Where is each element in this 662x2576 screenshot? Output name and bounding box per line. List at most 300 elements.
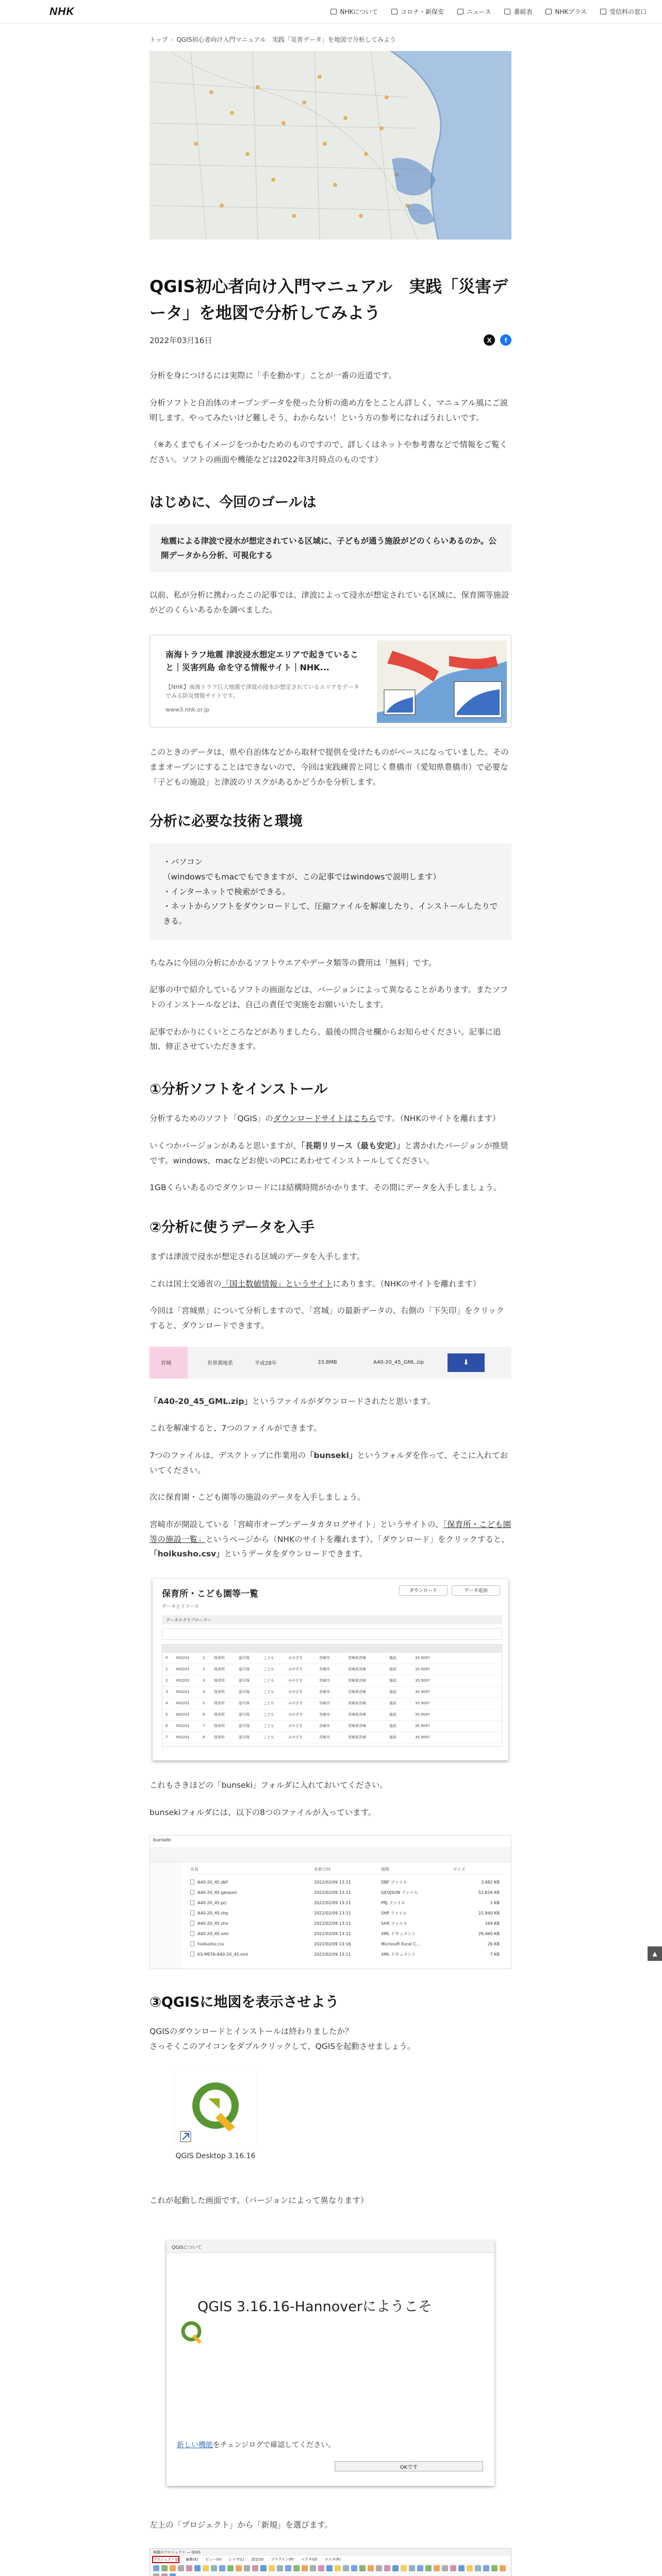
table-cell: 保育所: [214, 1679, 225, 1683]
qgis-welcome-screenshot: [167, 2241, 494, 2486]
x-share-icon[interactable]: X: [484, 334, 495, 346]
file-attr: SHX ファイル: [381, 1921, 407, 1926]
qgis-tool-icon[interactable]: [326, 2565, 333, 2571]
table-cell: 7: [203, 1724, 205, 1728]
table-cell: 施設: [389, 1656, 396, 1660]
file-name: KS-META-A40-20_45.xml: [197, 1952, 248, 1957]
link-card-map-image: [377, 640, 507, 723]
hoikusho-link[interactable]: 「保育所・こども園等の施設一覧」: [150, 1519, 511, 1544]
play-icon: [545, 9, 552, 14]
table-cell: 450201: [176, 1690, 190, 1694]
link-card-title: 南海トラフ地震 津波浸水想定エリアで起きていること｜災害列島 命を守る情報サイト｜NHK...: [166, 650, 359, 673]
site-header: [0, 0, 662, 24]
qgis-tool-icon[interactable]: [335, 2565, 341, 2571]
folder-file-row[interactable]: [190, 1949, 505, 1959]
table-cell: 施設: [389, 1667, 396, 1672]
qgis-tool-icon[interactable]: [186, 2565, 192, 2571]
folder-sidebar: [150, 1862, 181, 1969]
download-arrow-button[interactable]: ⬇: [448, 1353, 485, 1372]
file-attr: 2022/02/09 13:11: [314, 1900, 351, 1905]
step3-paragraph-3: 左上の「プロジェクト」から「新規」を選びます。: [150, 2520, 333, 2530]
step3-paragraph-2: これが起動した画面です。（バージョンによって異なります）: [150, 2195, 369, 2205]
table-cell: こども: [263, 1701, 274, 1706]
table-cell: 3: [166, 1690, 168, 1694]
tech-item-pc: ・パソコン: [163, 857, 203, 867]
table-cell: 宮崎市: [319, 1713, 330, 1717]
tech-paragraph-1: ちなみに今回の分析にかかるソフトウエアやデータ類等の費用は「無料」です。: [150, 958, 437, 968]
article-date: 2022年03月16日: [150, 335, 212, 345]
intro-paragraph-2: 分析ソフトと自治体のオープンデータを使った分析の進め方をとことん詳しく、マニュアル風にご説明します。やってみたいけど難しそう、わからない！という方の参考になればうれしいです。: [150, 398, 508, 422]
table-cell: みやざき: [288, 1667, 303, 1672]
site-fig-tab[interactable]: データエクスプローラー: [162, 1615, 502, 1624]
table-cell: 認可保: [239, 1724, 250, 1728]
table-cell: 宮崎市: [319, 1656, 330, 1660]
step1-heading: ①分析ソフトをインストール: [150, 1081, 328, 1098]
hero-map-svg: [150, 51, 511, 240]
site-nav: [330, 7, 647, 16]
file-name: A40-20_45.geojson: [197, 1890, 237, 1895]
file-attr: XML ドキュメント: [381, 1931, 416, 1936]
folder-col-name: 名前: [190, 1867, 198, 1872]
qgis-tool-icon[interactable]: [500, 2565, 506, 2571]
table-cell: みやざき: [288, 1690, 303, 1694]
table-cell: 35.9097: [415, 1656, 430, 1660]
qgis-tool-icon[interactable]: [178, 2565, 184, 2571]
table-cell: 認可保: [239, 1701, 250, 1706]
step2-paragraph-9: これもさきほどの「bunseki」フォルダに入れておいてください。: [150, 1780, 388, 1790]
file-attr: 2022/02/09 13:11: [314, 1879, 351, 1885]
qgis-tool-icon[interactable]: [359, 2565, 366, 2571]
folder-file-list: [190, 1877, 505, 1959]
file-name-cell: [190, 1900, 314, 1905]
document-icon: [600, 9, 606, 14]
table-cell: こども: [263, 1656, 274, 1660]
table-cell: 450201: [176, 1656, 190, 1660]
qgis-tool-icon[interactable]: [194, 2565, 201, 2571]
table-row: [162, 1653, 502, 1664]
file-icon: [190, 1900, 194, 1905]
table-cell: 1: [166, 1667, 168, 1672]
qgis-tool-icon[interactable]: [318, 2565, 324, 2571]
file-name-cell: [190, 1952, 314, 1957]
kokudo-link[interactable]: 「国土数値情報」というサイト: [221, 1279, 333, 1289]
table-cell: 認可保: [239, 1679, 250, 1683]
qgis-download-link[interactable]: ダウンロードサイトはこちら: [273, 1114, 377, 1124]
qgis-tool-icon[interactable]: [203, 2565, 209, 2571]
qgis-tool-icon[interactable]: [483, 2565, 489, 2571]
qgis-tool-icon[interactable]: [227, 2565, 234, 2571]
site-fig-grid: [162, 1644, 502, 1747]
table-cell: 宮崎市: [319, 1679, 330, 1683]
file-icon: [190, 1879, 194, 1885]
file-attr: GEOJSON ファイル: [381, 1890, 418, 1895]
nav-schedule[interactable]: 番組表: [504, 7, 532, 16]
file-attr: 29,460 KB: [478, 1931, 500, 1936]
article-meta: [150, 334, 511, 346]
table-cell: 宮崎県宮崎: [348, 1667, 366, 1672]
table-cell: こども: [263, 1690, 274, 1694]
qgis-tool-icon[interactable]: [401, 2565, 407, 2571]
step2-paragraph-5: これを解凍すると、7つのファイルができます。: [150, 1423, 322, 1433]
goal-paragraph-2: このときのデータは、県や自治体などから取材で提供を受けたものがベースになっていました。そのままオープンにすることはできないので、今回は実践練習と同じく豊橋市（愛知県豊橋市）で必要な「子どもの施設」と津波のリスクがあるかどうかを分析します。: [150, 748, 509, 787]
qgis-tool-icon[interactable]: [417, 2565, 423, 2571]
table-cell-crs: 世界測地系: [207, 1361, 233, 1367]
qgis-tool-icon[interactable]: [302, 2565, 308, 2571]
table-cell: 保育所: [214, 1735, 225, 1740]
file-attr: DBF ファイル: [381, 1879, 407, 1885]
table-cell: 宮崎県宮崎: [348, 1735, 366, 1740]
tech-paragraph-3: 記事でわかりにくいところなどがありましたら、最後の問合せ欄からお知らせください。記事に追加、修正させていただきます。: [150, 1027, 501, 1052]
site-fig-rows: [162, 1653, 502, 1743]
table-cell: こども: [263, 1735, 274, 1740]
table-cell: 35.9097: [415, 1701, 430, 1706]
nav-nhkplus[interactable]: NHKプラス: [545, 7, 587, 16]
qgis-tool-icon[interactable]: [269, 2565, 275, 2571]
file-attr: 22,940 KB: [478, 1910, 500, 1916]
file-attr: 2022/02/09 13:11: [314, 1890, 351, 1895]
table-cell: 35.9097: [415, 1667, 430, 1672]
data-table-figure: [150, 1347, 511, 1379]
step2-paragraph-8: 宮崎市が開設している「宮崎市オープンデータカタログサイト」というサイトの、「保育所・こども園等の施設一覧」というページから（NHKのサイトを離れます）、「ダウンロード」をクリックすると、「hoikusho.csv」というデータをダウンロードできます。: [150, 1519, 511, 1559]
table-cell: 宮崎県宮崎: [348, 1713, 366, 1717]
qgis-tool-icon[interactable]: [376, 2565, 382, 2571]
table-cell: 35.9097: [415, 1724, 430, 1728]
table-cell: こども: [263, 1724, 274, 1728]
qgis-tool-icon[interactable]: [458, 2565, 465, 2571]
step2-paragraph-2: これは国土交通省の「国土数値情報」というサイトにあります。（NHKのサイトを離れます）: [150, 1279, 481, 1289]
qgis-tool-icon[interactable]: [219, 2565, 225, 2571]
table-cell: 施設: [389, 1679, 396, 1683]
table-cell: 保育所: [214, 1713, 225, 1717]
qgis-main-screenshot: [150, 2548, 511, 2576]
qgis-toolbar: [150, 2563, 511, 2576]
table-row: [162, 1687, 502, 1698]
qgis-tool-icon[interactable]: [211, 2565, 217, 2571]
table-cell: 5: [166, 1713, 168, 1717]
table-row: [162, 1732, 502, 1743]
goal-paragraph: 以前、私が分析に携わったこの記事では、津波によって浸水が想定されている区域に、保育園等施設がどのくらいあるかを調べました。: [150, 590, 509, 615]
file-name: A40-20_45.prj: [197, 1900, 227, 1905]
table-cell: 宮崎県宮崎: [348, 1656, 366, 1660]
file-icon: [190, 1921, 194, 1926]
qgis-tool-icon[interactable]: [170, 2565, 176, 2571]
table-cell: みやざき: [288, 1679, 303, 1683]
table-cell: 35.9097: [415, 1713, 430, 1717]
table-cell: 450201: [176, 1724, 190, 1728]
about-icon: [330, 9, 337, 14]
table-cell-pref: 宮城: [150, 1347, 188, 1379]
file-attr: Microsoft Excel C...: [381, 1941, 420, 1946]
goal-heading: はじめに、今回のゴールは: [150, 494, 317, 511]
welcome-title: QGIS 3.16.16-Hannoverにようこそ: [197, 2299, 432, 2315]
qgis-tool-icon[interactable]: [277, 2565, 283, 2571]
table-cell: みやざき: [288, 1713, 303, 1717]
table-row: [162, 1709, 502, 1721]
table-row: [162, 1675, 502, 1687]
table-cell: こども: [263, 1667, 274, 1672]
welcome-changelog: 新しい機能をチェンジログで確認してください。: [177, 2441, 336, 2450]
qgis-toolbar-icons: [150, 2563, 511, 2576]
step1-paragraph-1: 分析するためのソフト「QGIS」のダウンロードサイトはこちらです。（NHKのサイトを離れます）: [150, 1114, 501, 1124]
qgis-menu-plugins[interactable]: プラグイン(P): [271, 2557, 294, 2562]
qgis-menu-raster[interactable]: ラスタ(R): [324, 2557, 341, 2562]
qgis-tool-icon[interactable]: [450, 2565, 456, 2571]
table-row: [162, 1698, 502, 1709]
share-buttons: [484, 334, 511, 346]
welcome-window-title: QGISについて: [167, 2241, 494, 2253]
file-name: A40-20_45.xml: [197, 1931, 229, 1936]
step2-heading: ②分析に使うデータを入手: [150, 1219, 315, 1235]
table-cell: みやざき: [288, 1701, 303, 1706]
file-attr: 2022/02/09 13:11: [314, 1952, 351, 1957]
folder-col-size: サイズ: [453, 1867, 466, 1872]
qgis-tool-icon[interactable]: [236, 2565, 242, 2571]
schedule-icon: [504, 9, 510, 14]
qgis-logo-icon: [169, 2070, 262, 2147]
table-cell: 保育所: [214, 1667, 225, 1672]
qgis-tool-icon[interactable]: [368, 2565, 374, 2571]
nav-fee[interactable]: 受信料の窓口: [600, 7, 647, 16]
site-fig-title: 保育所・こども園等一覧: [162, 1588, 258, 1599]
qgis-tool-icon[interactable]: [475, 2565, 481, 2571]
table-cell: 施設: [389, 1713, 396, 1717]
file-name: A40-20_45.shp: [197, 1910, 228, 1916]
qgis-tool-icon[interactable]: [343, 2565, 349, 2571]
info-icon: [391, 9, 398, 14]
table-cell: 450201: [176, 1735, 190, 1740]
goal-box: 地震による津波で浸水が想定されている区域に、子どもが通う施設がどのくらいあるのか。公開データから分析、可視化する: [150, 524, 511, 572]
table-row: [162, 1721, 502, 1732]
table-cell: 宮崎市: [319, 1690, 330, 1694]
table-cell: 保育所: [214, 1656, 225, 1660]
folder-col-date: 更新日時: [314, 1867, 330, 1872]
qgis-tool-icon[interactable]: [252, 2565, 258, 2571]
site-fig-filter-bar: [162, 1629, 502, 1640]
folder-header-row: [190, 1867, 505, 1874]
table-cell: こども: [263, 1679, 274, 1683]
qgis-tool-icon[interactable]: [392, 2565, 399, 2571]
file-name: A40-20_45.dbf: [197, 1879, 228, 1885]
intro-paragraph-3: （※あくまでもイメージをつかむためのものですので、詳しくはネットや参考書などで情報をご覧ください。ソフトの画面や機能などは2022年3月時点のものです）: [150, 440, 508, 465]
file-attr: 164 KB: [485, 1921, 500, 1926]
qgis-tool-icon[interactable]: [425, 2565, 432, 2571]
step3-heading: ③QGISに地図を表示させよう: [150, 1994, 339, 2011]
table-cell: 宮崎市: [319, 1724, 330, 1728]
folder-file-row[interactable]: [190, 1928, 505, 1939]
table-cell: 施設: [389, 1724, 396, 1728]
table-cell: 保育所: [214, 1690, 225, 1694]
tech-heading: 分析に必要な技術と環境: [150, 814, 303, 830]
step2-paragraph-10: bunsekiフォルダには、以下の8つのファイルが入っています。: [150, 1807, 376, 1817]
step2-paragraph-6: 7つのファイルは、デスクトップに作業用の「bunseki」というフォルダを作って、そこに入れておいてください。: [150, 1450, 508, 1475]
qgis-menu-settings[interactable]: 設定(S): [251, 2557, 264, 2562]
table-cell: 450201: [176, 1679, 190, 1683]
table-cell: 0: [166, 1656, 168, 1660]
qgis-tool-icon[interactable]: [244, 2565, 250, 2571]
article-title: QGIS初心者向け入門マニュアル 実践「災害データ」を地図で分析してみよう: [150, 277, 508, 323]
file-name: hoikusho.csv: [197, 1941, 224, 1946]
file-name-cell: [190, 1879, 314, 1885]
qgis-tool-icon[interactable]: [293, 2565, 300, 2571]
hero-map-image: [150, 51, 511, 240]
step3-paragraph-1: QGISのダウンロードとインストールは終わりましたか？ さっそくこのアイコンをダブルクリックして、QGISを起動させましょう。: [150, 2027, 416, 2051]
table-cell: 認可保: [239, 1667, 250, 1672]
table-cell: 認可保: [239, 1656, 250, 1660]
qgis-tool-icon[interactable]: [153, 2573, 159, 2576]
qgis-tool-icon[interactable]: [285, 2565, 291, 2571]
step2-paragraph-1: まずは津波で浸水が想定される区域のデータを入手します。: [150, 1251, 365, 1261]
table-cell: 宮崎県宮崎: [348, 1679, 366, 1683]
file-icon: [190, 1952, 194, 1957]
table-cell: 5: [203, 1701, 205, 1706]
tech-paragraph-2: 記事の中で紹介しているソフトの画面などは、バージョンによって異なることがあります。またソフトのインストールなどは、自己の責任で実施をお願いいたします。: [150, 985, 508, 1010]
qgis-menu-project[interactable]: プロジェクト(J): [153, 2557, 179, 2562]
table-cell: 2: [166, 1679, 168, 1683]
nav-corona[interactable]: コロナ・新保安: [391, 7, 444, 16]
table-cell: 施設: [389, 1735, 396, 1740]
file-attr: XML ドキュメント: [381, 1952, 416, 1957]
qgis-tool-icon[interactable]: [153, 2565, 159, 2571]
table-cell: 35.9097: [415, 1735, 430, 1740]
qgis-tool-icon[interactable]: [351, 2565, 357, 2571]
table-cell: 450201: [176, 1667, 190, 1672]
table-cell: 6: [166, 1724, 168, 1728]
welcome-qgis-icon: [177, 2317, 208, 2348]
article-column: [150, 24, 511, 2576]
table-cell: 450201: [176, 1713, 190, 1717]
site-fig-add-button[interactable]: データ追加: [452, 1585, 500, 1596]
table-cell: 7: [166, 1735, 168, 1740]
file-name-cell: [190, 1941, 314, 1946]
table-cell: 宮崎県宮崎: [348, 1690, 366, 1694]
qgis-tool-icon[interactable]: [434, 2565, 440, 2571]
step1-paragraph-2: いくつかバージョンがあると思いますが、「長期リリース（最も安定）」と書かれたバージョンが推奨です。windows、macなどお使いのPCにあわせてインストールしてください。: [150, 1141, 508, 1165]
table-cell: 認可保: [239, 1690, 250, 1694]
qgis-menu-view[interactable]: ビュー(V): [205, 2557, 222, 2562]
qgis-tool-icon[interactable]: [491, 2565, 498, 2571]
link-card-url: www3.nhk.or.jp: [166, 706, 210, 714]
table-cell: みやざき: [288, 1724, 303, 1728]
table-cell: 4: [166, 1701, 168, 1706]
table-cell: 450201: [176, 1701, 190, 1706]
nav-news[interactable]: ニュース: [457, 7, 491, 16]
qgis-tool-icon[interactable]: [310, 2565, 316, 2571]
table-cell: 保育所: [214, 1701, 225, 1706]
breadcrumb-top[interactable]: トップ: [150, 36, 168, 43]
step1-paragraph-3: 1GBくらいあるのでダウンロードには結構時間がかかります。その間にデータを入手しましょう。: [150, 1183, 502, 1193]
intro-paragraph-1: 分析を身につけるには実際に「手を動かす」ことが一番の近道です。: [150, 371, 396, 381]
table-cell: 宮崎県宮崎: [348, 1701, 366, 1706]
qgis-tool-icon[interactable]: [409, 2565, 415, 2571]
qgis-tool-icon[interactable]: [384, 2565, 390, 2571]
qgis-tool-icon[interactable]: [161, 2573, 168, 2576]
qgis-tool-icon[interactable]: [442, 2565, 448, 2571]
step2-paragraph-3: 今回は「宮城県」について分析しますので、「宮城」の最新データの、右側の「下矢印」をクリックすると、ダウンロードできます。: [150, 1306, 504, 1330]
breadcrumb-current: QGIS初心者向け入門マニュアル 実践「災害データ」を地図で分析してみよう: [176, 36, 396, 43]
table-cell: 認可保: [239, 1735, 250, 1740]
file-attr: 7 KB: [490, 1952, 500, 1957]
qgis-menu-layer[interactable]: レイヤ(L): [228, 2557, 244, 2562]
file-icon: [190, 1931, 194, 1936]
file-attr: 26 KB: [487, 1941, 500, 1946]
site-fig-subtitle: データとリソース: [162, 1604, 199, 1609]
link-card-description: 【NHK】南海トラフ巨大地震で津波の浸水が想定されているエリアをデータでみる防災情報サイトです。: [166, 684, 359, 700]
file-attr: 2022/02/09 13:11: [314, 1921, 351, 1926]
file-name-cell: [190, 1921, 314, 1926]
step2-paragraph-7: 次に保育園・こども園等の施設のデータを入手しましょう。: [150, 1493, 366, 1502]
table-cell-year: 平成28年: [255, 1361, 277, 1367]
tech-item-os: （windowsでもmacでもできますが、この記事ではwindowsで説明します）: [163, 872, 441, 882]
table-cell: 8: [203, 1735, 205, 1740]
table-cell: 2: [203, 1667, 205, 1672]
folder-file-row[interactable]: [190, 1908, 505, 1918]
facebook-share-icon[interactable]: f: [500, 334, 511, 346]
file-attr: 3,482 KB: [481, 1879, 500, 1885]
breadcrumb: [150, 35, 511, 44]
table-cell: 3: [203, 1679, 205, 1683]
news-icon: [457, 9, 464, 14]
table-cell: みやざき: [288, 1656, 303, 1660]
tech-item-install: ・ネットからソフトをダウンロードして、圧縮ファイルを解凍したり、インストールしたりできる。: [163, 902, 498, 926]
table-cell: 35.9097: [415, 1679, 430, 1683]
file-attr: SHP ファイル: [381, 1910, 407, 1916]
file-name-cell: [190, 1910, 314, 1916]
file-name-cell: [190, 1931, 314, 1936]
table-cell-size: 33.8MB: [318, 1360, 337, 1366]
file-icon: [190, 1890, 194, 1895]
folder-file-row[interactable]: [190, 1918, 505, 1928]
site-fig-grid-header: [162, 1645, 502, 1653]
table-cell: 保育所: [214, 1724, 225, 1728]
file-attr: 2022/02/09 13:11: [314, 1910, 351, 1916]
welcome-ok-button[interactable]: OKです: [335, 2461, 483, 2471]
file-name: A40-20_45.shx: [197, 1921, 228, 1926]
file-icon: [190, 1910, 194, 1916]
qgis-tool-icon[interactable]: [170, 2573, 176, 2576]
folder-file-row[interactable]: [190, 1897, 505, 1908]
qgis-tool-icon[interactable]: [260, 2565, 267, 2571]
scroll-top-button[interactable]: ▲: [648, 1946, 662, 1961]
qgis-icon-label: QGIS Desktop 3.16.16: [175, 2151, 256, 2160]
table-cell: 宮崎市: [319, 1701, 330, 1706]
qgis-tool-icon[interactable]: [467, 2565, 473, 2571]
table-cell: 宮崎市: [319, 1735, 330, 1740]
tech-item-search: ・インターネットで検索ができる。: [163, 887, 290, 896]
folder-file-row[interactable]: [190, 1877, 505, 1887]
qgis-menubar: [150, 2556, 511, 2563]
link-card[interactable]: [150, 635, 511, 727]
qgis-tool-icon[interactable]: [161, 2565, 168, 2571]
file-attr: 2022/02/09 13:16: [314, 1941, 351, 1946]
table-cell: 6: [203, 1713, 205, 1717]
folder-file-row[interactable]: [190, 1939, 505, 1949]
qgis-menu-edit[interactable]: 編集(E): [186, 2557, 198, 2562]
qgis-menu-vector[interactable]: ベクタ(O): [301, 2557, 318, 2562]
folder-col-type: 種類: [381, 1867, 389, 1872]
folder-ribbon: [150, 1847, 511, 1862]
folder-file-row[interactable]: [190, 1887, 505, 1897]
folder-screenshot: [150, 1835, 511, 1969]
file-name-cell: [190, 1890, 314, 1895]
table-row: [162, 1664, 502, 1675]
opendata-site-screenshot: [153, 1579, 508, 1760]
nhk-logo[interactable]: NHK: [49, 6, 75, 18]
qgis-desktop-icon[interactable]: [169, 2070, 262, 2178]
nav-about[interactable]: NHKについて: [330, 7, 378, 16]
welcome-new-features-link[interactable]: 新しい機能: [177, 2441, 213, 2450]
table-cell: 認可保: [239, 1713, 250, 1717]
site-fig-download-button[interactable]: ダウンロード: [399, 1585, 448, 1596]
